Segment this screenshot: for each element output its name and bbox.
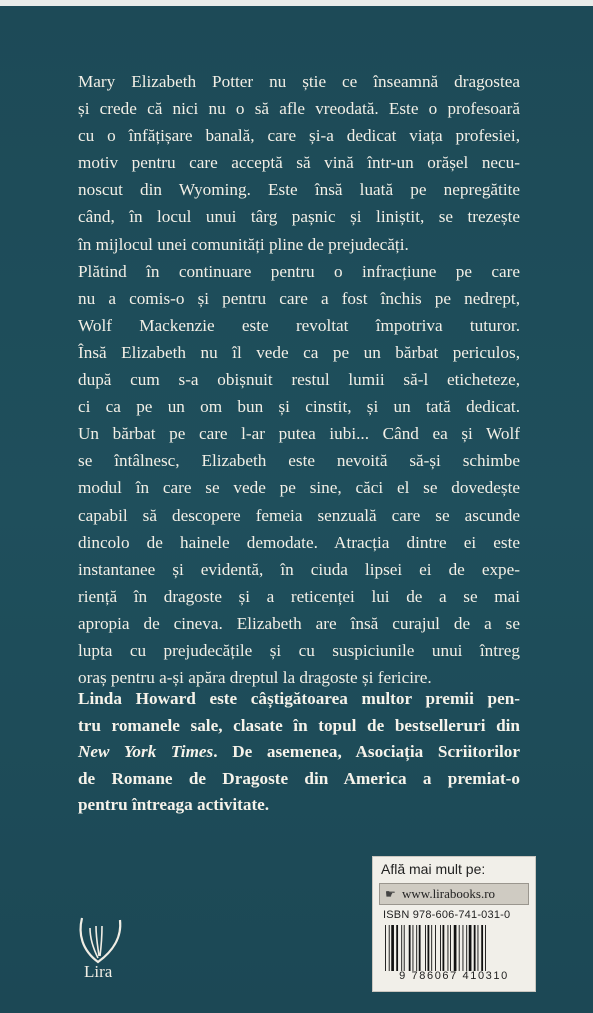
sticker-label: Află mai mult pe:: [381, 861, 486, 877]
blurb-text: [78, 68, 520, 691]
blurb-line: cu o înfățișare banală, care și-a dedicat viața profesiei,: [78, 126, 520, 146]
blurb-line: se întâlnesc, Elizabeth este nevoită să-și schimbe: [78, 451, 520, 471]
bio-line: tru romanele sale, clasate în topul de bestselleruri din: [78, 715, 520, 735]
blurb-line: modul în care se vede pe sine, căci el se dovedește: [78, 478, 520, 498]
blurb-line: când, în locul unui târg pașnic și liniștit, se trezește: [78, 207, 520, 227]
blurb-line: lupta cu prejudecățile și cu suspiciunile unui întreg: [78, 640, 520, 660]
barcode-sticker: [372, 856, 536, 992]
author-bio: [78, 686, 520, 819]
blurb-line: în mijlocul unei comunități pline de prejudecăți.: [78, 234, 409, 254]
blurb-line: noscut din Wyoming. Este însă luată pe nepregătite: [78, 180, 520, 200]
bio-line: [78, 739, 520, 766]
blurb-line: Wolf Mackenzie este revoltat împotriva tuturor.: [78, 315, 520, 335]
barcode-digits: 9 786067 410310: [399, 970, 509, 982]
newspaper-title: New York Times: [78, 742, 214, 761]
cover-edge: [0, 0, 593, 6]
blurb-line: riență în dragoste și a reticenței lui de a se mai: [78, 586, 520, 606]
blurb-line: Însă Elizabeth nu îl vede ca pe un bărbat periculos,: [78, 342, 520, 362]
website-url: www.lirabooks.ro: [402, 886, 496, 901]
bio-line: Linda Howard este câștigătoarea multor premii pen-: [78, 689, 520, 708]
pointer-hand-icon: ☛: [385, 887, 396, 901]
blurb-line: Mary Elizabeth Potter nu știe ce înseamnă dragostea: [78, 72, 520, 91]
bio-line: de Romane de Dragoste din America a premiat-o: [78, 768, 520, 788]
publisher-name: Lira: [84, 962, 113, 981]
blurb-line: capabil să descopere femeia senzuală care se ascunde: [78, 505, 520, 525]
blurb-line: dincolo de hainele demodate. Atracția dintre ei este: [78, 532, 520, 552]
blurb-line: nu a comis-o și pentru care a fost închis pe nedrept,: [78, 288, 520, 308]
blurb-line: oraș pentru a-și apăra dreptul la dragoste și fericire.: [78, 668, 432, 688]
blurb-line: ci ca pe un om bun și cinstit, și un tată dedicat.: [78, 397, 520, 417]
bio-line: pentru întreaga activitate.: [78, 795, 270, 814]
blurb-line: instantanee și evidentă, în ciuda lipsei ei de expe-: [78, 559, 520, 579]
bio-line-rest: . De asemenea, Asociația Scriitorilor: [213, 742, 520, 761]
isbn-text: ISBN 978-606-741-031-0: [383, 909, 511, 921]
blurb-line: Plătind în continuare pentru o infracțiune pe care: [78, 261, 520, 281]
blurb-line: apropia de cineva. Elizabeth are însă curajul de a se: [78, 613, 520, 633]
blurb-line: motiv pentru care acceptă să vină într-un orășel necu-: [78, 153, 520, 173]
website-link[interactable]: [379, 883, 529, 905]
blurb-line: Un bărbat pe care l-ar putea iubi... Când ea și Wolf: [78, 424, 520, 444]
barcode-icon: [381, 925, 527, 971]
blurb-line: și crede că nici nu o să afle vreodată. Este o profesoară: [78, 99, 520, 119]
blurb-line: după cum s-a obișnuit restul lumii să-l eticheteze,: [78, 370, 520, 390]
